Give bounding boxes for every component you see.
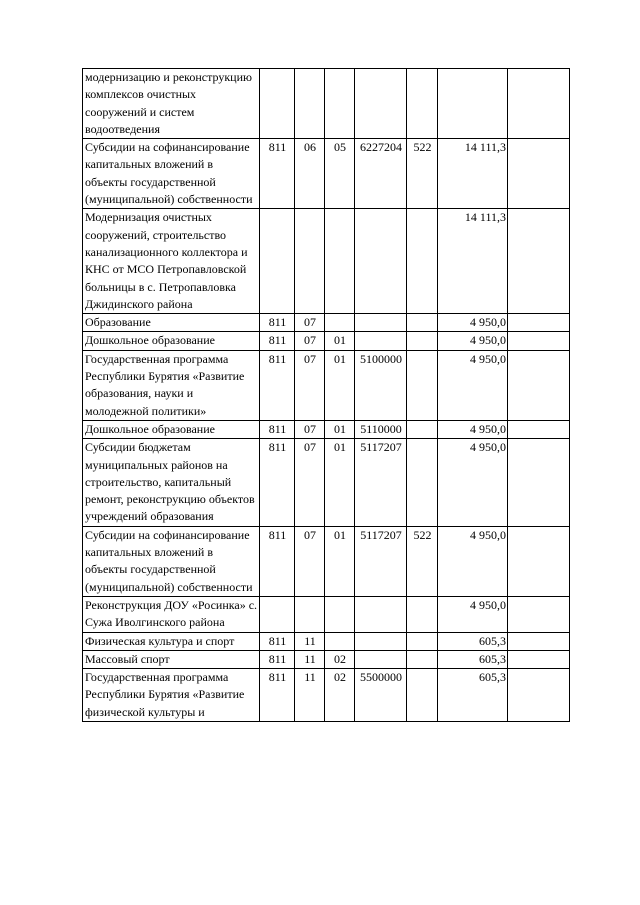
- cell-target-article-code: [355, 332, 407, 350]
- cell-section-code: 11: [295, 650, 325, 668]
- cell-name: Дошкольное образование: [83, 420, 260, 438]
- cell-empty: [508, 350, 570, 420]
- cell-amount: 605,3: [438, 632, 508, 650]
- budget-table: [82, 68, 570, 722]
- cell-section-code: 07: [295, 314, 325, 332]
- cell-target-article-code: [355, 69, 407, 139]
- cell-subsection-code: 01: [325, 350, 355, 420]
- cell-empty: [508, 332, 570, 350]
- cell-name: Субсидии на софинансирование капитальных вложений в объекты государственной (муниципальной) собственности: [83, 139, 260, 209]
- cell-target-article-code: [355, 650, 407, 668]
- cell-expense-type-code: [407, 632, 438, 650]
- cell-name: Государственная программа Республики Бурятия «Развитие образования, науки и молодежной политики»: [83, 350, 260, 420]
- cell-target-article-code: [355, 596, 407, 632]
- cell-amount: 4 950,0: [438, 350, 508, 420]
- cell-amount: 4 950,0: [438, 314, 508, 332]
- cell-expense-type-code: 522: [407, 139, 438, 209]
- cell-expense-type-code: [407, 650, 438, 668]
- table-row: [83, 332, 570, 350]
- cell-section-code: 07: [295, 420, 325, 438]
- cell-subsection-code: 02: [325, 669, 355, 722]
- cell-subsection-code: [325, 314, 355, 332]
- cell-section-code: [295, 69, 325, 139]
- table-row: [83, 669, 570, 722]
- cell-empty: [508, 650, 570, 668]
- cell-name: Субсидии бюджетам муниципальных районов на строительство, капитальный ремонт, реконструкцию объектов учреждений образования: [83, 439, 260, 526]
- cell-empty: [508, 314, 570, 332]
- cell-name: Субсидии на софинансирование капитальных вложений в объекты государственной (муниципальной) собственности: [83, 526, 260, 596]
- table-row: [83, 526, 570, 596]
- cell-empty: [508, 596, 570, 632]
- cell-subsection-code: 01: [325, 526, 355, 596]
- cell-department-code: 811: [260, 350, 295, 420]
- cell-expense-type-code: [407, 69, 438, 139]
- cell-empty: [508, 632, 570, 650]
- cell-empty: [508, 439, 570, 526]
- cell-amount: 4 950,0: [438, 439, 508, 526]
- cell-department-code: 811: [260, 669, 295, 722]
- cell-department-code: [260, 69, 295, 139]
- cell-amount: 4 950,0: [438, 596, 508, 632]
- cell-section-code: [295, 209, 325, 314]
- cell-name: Массовый спорт: [83, 650, 260, 668]
- cell-name: Модернизация очистных сооружений, строительство канализационного коллектора и КНС от МСО Петропавловской больницы в с. Петропавловка Джидинского района: [83, 209, 260, 314]
- cell-amount: [438, 69, 508, 139]
- cell-department-code: 811: [260, 314, 295, 332]
- cell-subsection-code: 05: [325, 139, 355, 209]
- cell-amount: 4 950,0: [438, 420, 508, 438]
- cell-section-code: 11: [295, 632, 325, 650]
- table-body: [83, 69, 570, 722]
- cell-empty: [508, 669, 570, 722]
- table-row: [83, 596, 570, 632]
- cell-amount: 605,3: [438, 650, 508, 668]
- cell-section-code: 11: [295, 669, 325, 722]
- cell-empty: [508, 526, 570, 596]
- table-row: [83, 350, 570, 420]
- cell-amount: 14 111,3: [438, 209, 508, 314]
- table-row: [83, 420, 570, 438]
- cell-subsection-code: 01: [325, 439, 355, 526]
- cell-department-code: 811: [260, 332, 295, 350]
- cell-name: Образование: [83, 314, 260, 332]
- cell-subsection-code: [325, 69, 355, 139]
- cell-empty: [508, 209, 570, 314]
- table-row: [83, 439, 570, 526]
- cell-expense-type-code: [407, 439, 438, 526]
- cell-expense-type-code: [407, 209, 438, 314]
- cell-department-code: 811: [260, 439, 295, 526]
- cell-section-code: 07: [295, 526, 325, 596]
- cell-department-code: 811: [260, 632, 295, 650]
- cell-amount: 605,3: [438, 669, 508, 722]
- cell-target-article-code: [355, 632, 407, 650]
- cell-name: Дошкольное образование: [83, 332, 260, 350]
- cell-amount: 4 950,0: [438, 526, 508, 596]
- table-row: [83, 139, 570, 209]
- cell-expense-type-code: [407, 669, 438, 722]
- cell-subsection-code: [325, 596, 355, 632]
- cell-empty: [508, 420, 570, 438]
- cell-subsection-code: [325, 632, 355, 650]
- cell-target-article-code: 5117207: [355, 439, 407, 526]
- table-row: [83, 314, 570, 332]
- cell-section-code: 07: [295, 332, 325, 350]
- cell-target-article-code: [355, 209, 407, 314]
- cell-amount: 14 111,3: [438, 139, 508, 209]
- cell-empty: [508, 69, 570, 139]
- cell-target-article-code: 5117207: [355, 526, 407, 596]
- cell-department-code: 811: [260, 420, 295, 438]
- cell-subsection-code: [325, 209, 355, 314]
- cell-expense-type-code: [407, 332, 438, 350]
- table-row: [83, 632, 570, 650]
- cell-section-code: 06: [295, 139, 325, 209]
- cell-department-code: [260, 596, 295, 632]
- cell-section-code: 07: [295, 439, 325, 526]
- cell-expense-type-code: [407, 314, 438, 332]
- cell-subsection-code: 01: [325, 332, 355, 350]
- cell-name: Государственная программа Республики Бурятия «Развитие физической культуры и: [83, 669, 260, 722]
- cell-name: Физическая культура и спорт: [83, 632, 260, 650]
- cell-section-code: 07: [295, 350, 325, 420]
- cell-expense-type-code: [407, 420, 438, 438]
- cell-subsection-code: 01: [325, 420, 355, 438]
- cell-department-code: 811: [260, 526, 295, 596]
- cell-expense-type-code: [407, 350, 438, 420]
- cell-department-code: [260, 209, 295, 314]
- cell-expense-type-code: 522: [407, 526, 438, 596]
- cell-department-code: 811: [260, 650, 295, 668]
- cell-target-article-code: 5110000: [355, 420, 407, 438]
- table-row: [83, 650, 570, 668]
- table-row: [83, 69, 570, 139]
- cell-name: модернизацию и реконструкцию комплексов очистных сооружений и систем водоотведения: [83, 69, 260, 139]
- cell-name: Реконструкция ДОУ «Росинка» с. Сужа Иволгинского района: [83, 596, 260, 632]
- cell-target-article-code: [355, 314, 407, 332]
- cell-target-article-code: 6227204: [355, 139, 407, 209]
- cell-target-article-code: 5100000: [355, 350, 407, 420]
- cell-target-article-code: 5500000: [355, 669, 407, 722]
- cell-expense-type-code: [407, 596, 438, 632]
- cell-empty: [508, 139, 570, 209]
- cell-subsection-code: 02: [325, 650, 355, 668]
- table-row: [83, 209, 570, 314]
- cell-amount: 4 950,0: [438, 332, 508, 350]
- cell-department-code: 811: [260, 139, 295, 209]
- cell-section-code: [295, 596, 325, 632]
